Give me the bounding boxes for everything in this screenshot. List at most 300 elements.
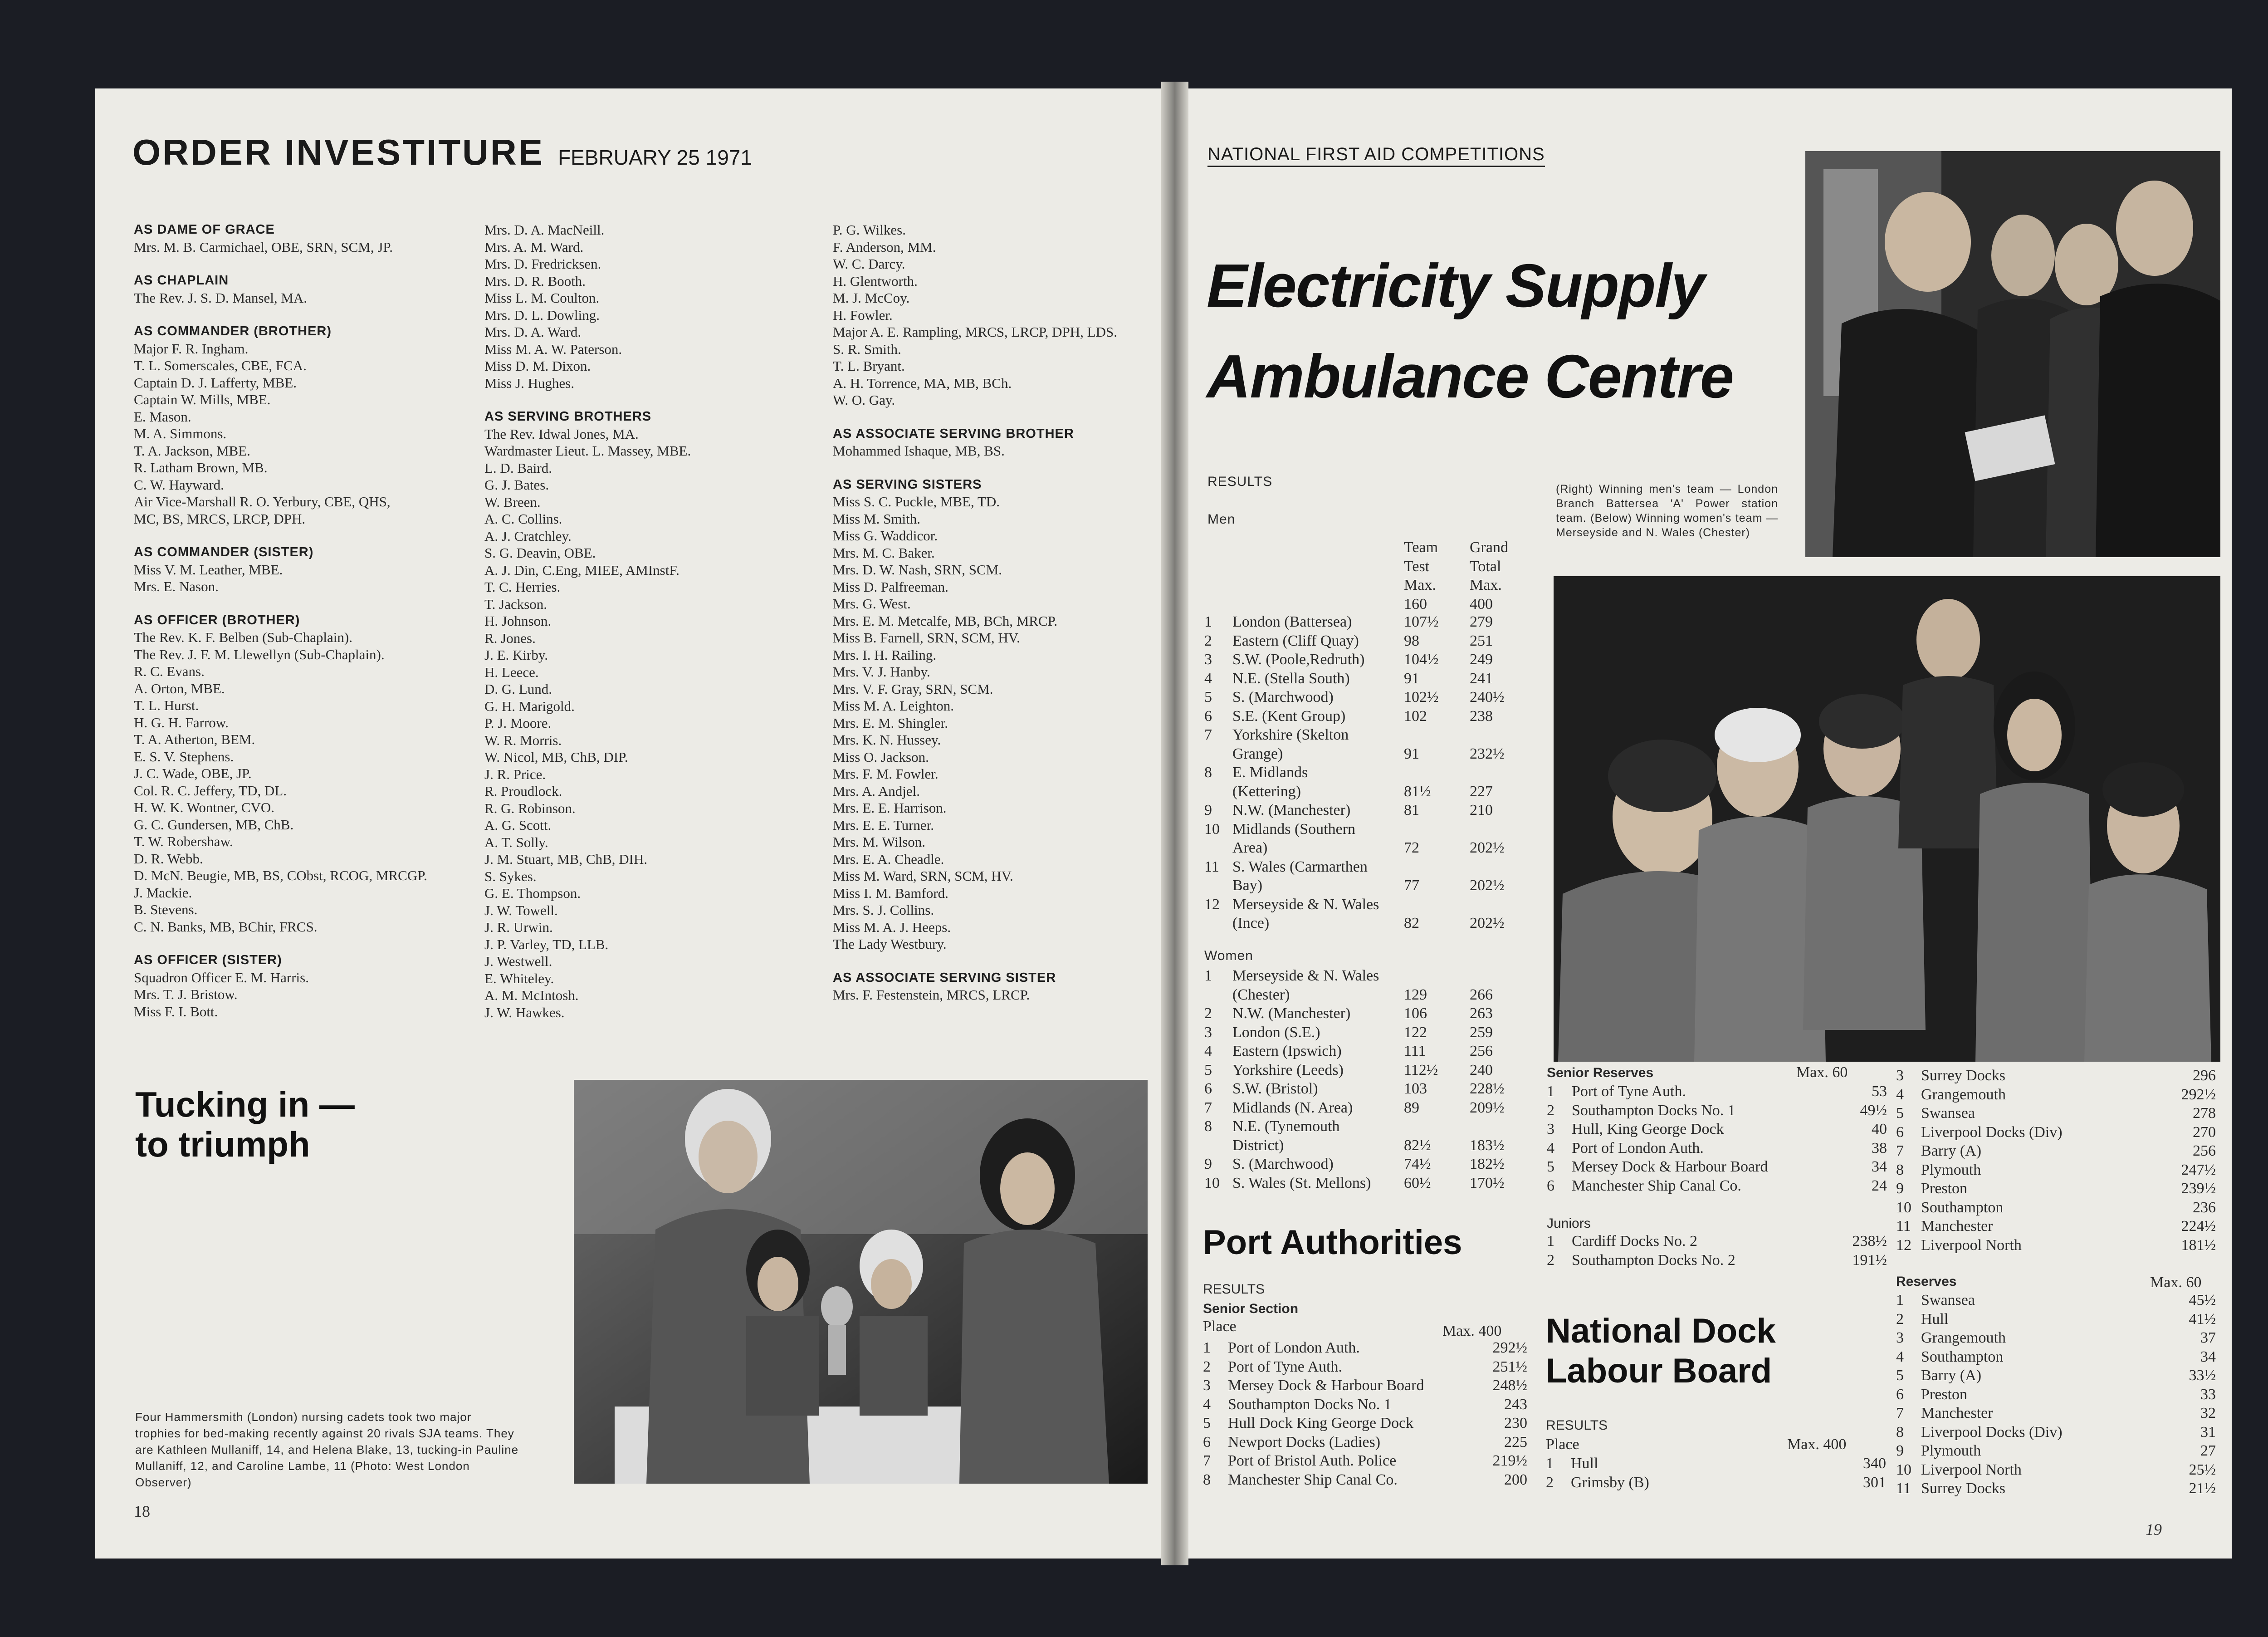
result-score: 236 [2193, 1199, 2216, 1216]
mens-team-photo [1805, 151, 2220, 557]
honour-name: Mrs. E. E. Harrison. [833, 800, 947, 816]
result-row [1896, 1348, 2216, 1367]
result-place: 7 [1204, 1099, 1212, 1116]
honour-name: Air Vice-Marshall R. O. Yerbury, CBE, QHS, [134, 494, 391, 510]
dock-max-label: Max. 400 [1787, 1436, 1847, 1453]
result-grand-total: 202½ [1470, 839, 1505, 856]
honour-name: W. R. Morris. [484, 732, 562, 748]
honour-name: Major F. R. Ingham. [134, 340, 249, 357]
result-team: Yorkshire (Leeds) [1232, 1061, 1344, 1078]
port-results-label: RESULTS [1203, 1282, 1265, 1297]
honour-name: E. S. V. Stephens. [134, 748, 234, 765]
result-team: Midlands (N. Area) [1232, 1099, 1353, 1116]
result-row [1896, 1179, 2216, 1198]
result-team: N.W. (Manchester) [1232, 802, 1351, 818]
honour-name: Mrs. M. Wilson. [833, 834, 926, 850]
honour-name: P. G. Wilkes. [833, 222, 906, 238]
honour-name: T. L. Bryant. [833, 358, 905, 374]
result-place: 7 [1896, 1142, 1904, 1159]
result-row [1546, 1454, 1886, 1473]
honour-name: A. G. Scott. [484, 817, 552, 833]
result-team: Grimsby (B) [1571, 1474, 1649, 1491]
honour-name: J. W. Hawkes. [484, 1004, 565, 1020]
result-place: 11 [1896, 1480, 1911, 1497]
result-score: 181½ [2181, 1236, 2216, 1254]
result-row [1204, 1004, 1505, 1023]
result-place: 12 [1204, 896, 1220, 913]
competitions-header: NATIONAL FIRST AID COMPETITIONS [1207, 144, 1545, 167]
result-place: 1 [1546, 1455, 1554, 1472]
result-score: 296 [2193, 1067, 2216, 1084]
result-team: Preston [1921, 1180, 1967, 1197]
result-grand-total: 210 [1470, 802, 1493, 818]
result-place: 4 [1896, 1086, 1904, 1103]
honour-name: H. Leece. [484, 664, 539, 680]
dock-results-table [1546, 1454, 1886, 1492]
result-row [1546, 1473, 1886, 1492]
result-team: Surrey Docks [1921, 1067, 2006, 1084]
result-place: 6 [1204, 707, 1212, 725]
honour-name: Mrs. D. L. Dowling. [484, 307, 600, 323]
honour-name: J. C. Wade, OBE, JP. [134, 765, 252, 781]
honour-name: Mrs. E. A. Cheadle. [833, 851, 944, 867]
result-place: 6 [1896, 1123, 1904, 1141]
result-row [1896, 1085, 2216, 1104]
honour-name: Mrs. T. J. Bristow. [134, 986, 238, 1002]
result-score: 27 [2200, 1442, 2216, 1459]
result-team: Hull [1571, 1455, 1598, 1472]
result-score: 340 [1863, 1455, 1886, 1472]
dock-board-title-line1: National Dock [1546, 1312, 1776, 1350]
result-place: 11 [1204, 858, 1219, 875]
result-place: 8 [1896, 1161, 1904, 1178]
result-place: 2 [1896, 1310, 1904, 1328]
result-grand-total: 209½ [1470, 1099, 1505, 1116]
honour-name: G. E. Thompson. [484, 885, 581, 901]
result-score: 219½ [1492, 1452, 1527, 1469]
result-row [1547, 1139, 1887, 1158]
result-place: 10 [1896, 1199, 1911, 1216]
honour-section [484, 408, 820, 1021]
result-row [1896, 1123, 2216, 1142]
result-team: Port of London Auth. [1228, 1339, 1360, 1356]
result-row [1203, 1470, 1527, 1490]
dock-results-label: RESULTS [1546, 1418, 1608, 1433]
result-test-score: 106 [1404, 1005, 1427, 1022]
result-row [1204, 745, 1505, 764]
result-row [1204, 1098, 1505, 1117]
result-team: Preston [1921, 1386, 1967, 1403]
honour-name: T. Jackson. [484, 596, 547, 612]
result-place: 12 [1896, 1236, 1911, 1254]
result-row [1204, 1174, 1505, 1193]
result-team: Liverpool Docks (Div) [1921, 1423, 2063, 1441]
honour-name: Miss M. Smith. [833, 510, 920, 527]
result-grand-total: 256 [1470, 1043, 1493, 1059]
result-place: 4 [1896, 1348, 1904, 1365]
result-score: 278 [2193, 1105, 2216, 1122]
honour-name: Mrs. D. W. Nash, SRN, SCM. [833, 562, 1002, 578]
juniors-table [1547, 1232, 1887, 1269]
result-place: 3 [1896, 1329, 1904, 1346]
honour-heading: AS COMMANDER (BROTHER) [134, 324, 332, 338]
honour-name: Mrs. I. H. Railing. [833, 647, 937, 663]
result-team: Mersey Dock & Harbour Board [1572, 1158, 1768, 1175]
result-team: Plymouth [1921, 1442, 1981, 1459]
result-row [1547, 1232, 1887, 1251]
header-spacer [1204, 557, 1404, 576]
esac-headline [1207, 240, 1733, 422]
result-grand-total: 227 [1470, 783, 1493, 800]
result-test-score [1404, 763, 1470, 782]
result-grand-total [1470, 763, 1505, 782]
reserves-table [1896, 1291, 2216, 1498]
senior-section-label: Senior Section [1203, 1301, 1299, 1316]
result-row [1204, 914, 1505, 933]
honour-name: Mrs. E. Nason. [134, 578, 219, 594]
honour-heading: AS OFFICER (BROTHER) [134, 613, 300, 627]
result-team: Southampton [1921, 1199, 2004, 1216]
honour-heading: AS CHAPLAIN [134, 273, 229, 288]
header-spacer [1204, 538, 1404, 557]
result-place: 6 [1547, 1177, 1554, 1194]
honour-name: R. Jones. [484, 630, 536, 646]
honour-name: Miss M. A. W. Paterson. [484, 341, 622, 357]
honour-name: J. W. Towell. [484, 902, 558, 918]
result-team: London (Battersea) [1232, 613, 1352, 630]
header-spacer [1204, 595, 1404, 614]
result-place: 1 [1547, 1233, 1554, 1250]
result-place: 1 [1896, 1292, 1904, 1309]
result-place: 9 [1204, 1156, 1212, 1172]
result-score: 230 [1504, 1415, 1527, 1431]
result-test-score: 77 [1404, 877, 1419, 894]
result-team: Port of Bristol Auth. Police [1228, 1452, 1397, 1469]
honour-name: Mrs. E. M. Shingler. [833, 715, 948, 731]
investiture-date: FEBRUARY 25 1971 [558, 146, 752, 169]
result-team: S. (Marchwood) [1232, 1156, 1334, 1172]
result-score: 32 [2200, 1405, 2216, 1421]
senior-reserves-max: Max. 60 [1796, 1064, 1848, 1081]
honour-name: P. J. Moore. [484, 715, 552, 731]
result-team: Bay) [1232, 877, 1263, 894]
result-row [1204, 632, 1505, 651]
result-row [1547, 1176, 1887, 1196]
header-cell: Max. [1404, 577, 1436, 593]
result-team: Hull Dock King George Dock [1228, 1415, 1414, 1431]
honour-name: Mrs. D. A. Ward. [484, 324, 582, 340]
investiture-title: ORDER INVESTITURE [132, 132, 545, 172]
result-team: Newport Docks (Ladies) [1228, 1433, 1381, 1451]
result-test-score: 102 [1404, 707, 1427, 725]
result-test-score: 74½ [1404, 1156, 1431, 1172]
honour-name: Wardmaster Lieut. L. Massey, MBE. [484, 443, 691, 459]
result-place: 5 [1547, 1158, 1554, 1175]
honour-name: Miss B. Farnell, SRN, SCM, HV. [833, 630, 1020, 646]
result-place: 7 [1896, 1405, 1904, 1421]
result-grand-total: 202½ [1470, 915, 1505, 931]
result-place: 2 [1547, 1102, 1554, 1119]
investiture-column-2 [484, 221, 820, 1038]
result-test-score: 72 [1404, 839, 1419, 856]
honour-name: T. W. Robershaw. [134, 833, 233, 849]
result-grand-total [1470, 820, 1505, 839]
result-place: 4 [1204, 1043, 1212, 1059]
result-score: 224½ [2181, 1218, 2216, 1235]
tucking-headline-line2: to triumph [135, 1124, 310, 1164]
result-row [1204, 820, 1505, 839]
honour-section [833, 221, 1168, 409]
honour-name: J. Westwell. [484, 953, 552, 969]
result-team: S. Wales (Carmarthen [1232, 858, 1368, 875]
result-team: Cardiff Docks No. 2 [1572, 1233, 1697, 1250]
result-row [1547, 1251, 1887, 1270]
result-place: 5 [1203, 1415, 1211, 1431]
result-score: 31 [2200, 1423, 2216, 1441]
result-place: 1 [1204, 967, 1212, 984]
result-test-score: 103 [1404, 1080, 1427, 1097]
senior-reserves-table [1547, 1082, 1887, 1195]
result-team: Southampton Docks No. 1 [1228, 1396, 1392, 1413]
honour-heading: AS OFFICER (SISTER) [134, 953, 282, 967]
honour-name: A. M. McIntosh. [484, 987, 579, 1003]
honour-name: T. C. Herries. [484, 579, 561, 595]
result-row [1204, 966, 1505, 985]
result-team: Manchester [1921, 1218, 1993, 1235]
honour-name: The Rev. K. F. Belben (Sub-Chaplain). [134, 629, 352, 645]
honour-name: Mrs. G. West. [833, 596, 911, 612]
header-cell: Max. [1470, 577, 1502, 593]
result-place: 2 [1203, 1358, 1211, 1375]
result-place [1204, 985, 1232, 1005]
result-place: 9 [1896, 1180, 1904, 1197]
result-score: 21½ [2189, 1480, 2216, 1497]
result-test-score [1404, 966, 1470, 985]
result-place: 6 [1204, 1080, 1212, 1097]
result-place [1204, 914, 1232, 933]
result-row [1547, 1157, 1887, 1176]
result-team: Manchester Ship Canal Co. [1228, 1471, 1398, 1488]
result-score: 256 [2193, 1142, 2216, 1159]
honour-name: H. G. H. Farrow. [134, 714, 229, 730]
honour-name: Miss D. Palfreeman. [833, 578, 948, 595]
header-cell: Test [1404, 558, 1430, 575]
result-place: 8 [1896, 1423, 1904, 1441]
result-place: 3 [1203, 1377, 1211, 1394]
result-test-score: 98 [1404, 632, 1419, 649]
honour-heading: AS ASSOCIATE SERVING BROTHER [833, 426, 1074, 441]
port-max-label: Max. 400 [1442, 1323, 1502, 1339]
result-score: 41½ [2189, 1310, 2216, 1328]
men-results-table [1204, 613, 1505, 933]
result-row [1204, 1023, 1505, 1042]
header-row [1204, 595, 1508, 614]
result-row [1896, 1441, 2216, 1461]
result-place: 10 [1896, 1461, 1911, 1478]
result-test-score: 82½ [1404, 1137, 1431, 1154]
result-row [1203, 1358, 1527, 1377]
honour-name: The Rev. J. F. M. Llewellyn (Sub-Chaplain). [134, 646, 385, 662]
honour-name: Mrs. A. M. Ward. [484, 239, 584, 255]
result-score: 301 [1863, 1474, 1886, 1491]
result-grand-total [1470, 895, 1505, 914]
result-team: Grangemouth [1921, 1086, 2006, 1103]
result-team: Eastern (Cliff Quay) [1232, 632, 1359, 649]
result-team: Hull, King George Dock [1572, 1121, 1724, 1137]
result-row [1204, 895, 1505, 914]
result-test-score: 81 [1404, 802, 1419, 818]
header-row [1204, 557, 1508, 576]
result-row [1204, 1042, 1505, 1061]
esac-headline-line2: Ambulance Centre [1207, 342, 1733, 411]
header-cell: 160 [1404, 595, 1427, 613]
results-label: RESULTS [1207, 474, 1273, 489]
header-row [1204, 538, 1508, 557]
result-place: 6 [1896, 1386, 1904, 1403]
reserves-max: Max. 60 [2150, 1274, 2202, 1291]
result-test-score: 129 [1404, 986, 1427, 1003]
result-row [1204, 1061, 1505, 1080]
honour-name: G. H. Marigold. [484, 698, 575, 714]
honour-heading: AS COMMANDER (SISTER) [134, 545, 314, 559]
dock-board-title-line2: Labour Board [1546, 1352, 1772, 1390]
result-team: Swansea [1921, 1105, 1975, 1122]
result-row [1204, 688, 1505, 707]
result-grand-total: 259 [1470, 1024, 1493, 1041]
honour-heading: AS ASSOCIATE SERVING SISTER [833, 970, 1056, 985]
honour-name: Col. R. C. Jeffery, TD, DL. [134, 782, 287, 799]
women-results-table [1204, 966, 1505, 1192]
honour-name: W. O. Gay. [833, 392, 895, 408]
result-row [1204, 613, 1505, 632]
result-score: 53 [1872, 1083, 1887, 1100]
result-team: London (S.E.) [1232, 1024, 1320, 1041]
result-team: District) [1232, 1137, 1284, 1154]
result-place: 10 [1204, 820, 1220, 838]
result-team: Liverpool Docks (Div) [1921, 1123, 2063, 1141]
honour-name: J. R. Price. [484, 766, 546, 782]
result-test-score: 122 [1404, 1024, 1427, 1041]
result-grand-total: 228½ [1470, 1080, 1505, 1097]
result-row [1203, 1376, 1527, 1395]
result-grand-total: 170½ [1470, 1174, 1505, 1191]
honour-heading: AS DAME OF GRACE [134, 222, 275, 237]
result-place: 5 [1896, 1367, 1904, 1384]
result-score: 270 [2193, 1123, 2216, 1141]
result-place [1204, 745, 1232, 764]
honour-section [134, 323, 469, 527]
honour-name: Mrs. D. Fredricksen. [484, 256, 601, 272]
result-team: Yorkshire (Skelton [1232, 726, 1349, 743]
result-row [1896, 1142, 2216, 1161]
honour-name: E. Mason. [134, 408, 191, 425]
result-place: 2 [1547, 1251, 1554, 1269]
result-row [1204, 985, 1505, 1005]
honour-name: S. R. Smith. [833, 341, 901, 357]
honour-name: Mrs. E. M. Metcalfe, MB, BCh, MRCP. [833, 613, 1058, 629]
result-team: (Ince) [1232, 915, 1270, 931]
result-team: Port of Tyne Auth. [1572, 1083, 1686, 1100]
honour-name: R. Proudlock. [484, 783, 562, 799]
result-team: E. Midlands [1232, 764, 1308, 781]
result-place [1204, 1136, 1232, 1155]
result-row [1204, 1117, 1505, 1136]
result-test-score: 104½ [1404, 651, 1439, 668]
honour-name: T. A. Jackson, MBE. [134, 442, 250, 459]
honour-name: D. R. Webb. [134, 850, 203, 867]
result-score: 247½ [2181, 1161, 2216, 1178]
result-row [1204, 876, 1505, 895]
result-place: 8 [1204, 1118, 1212, 1135]
result-place: 8 [1204, 764, 1212, 781]
honour-heading: AS SERVING BROTHERS [484, 409, 652, 424]
juniors-label: Juniors [1547, 1216, 1591, 1231]
honour-name: Mrs. D. A. MacNeill. [484, 222, 605, 238]
honour-name: D. McN. Beugie, MB, BS, CObst, RCOG, MRCGP. [134, 868, 427, 883]
result-team: Mersey Dock & Harbour Board [1228, 1377, 1424, 1394]
result-place [1204, 838, 1232, 858]
result-row [1896, 1404, 2216, 1423]
honour-name: Mrs. F. M. Fowler. [833, 766, 938, 782]
result-place: 1 [1547, 1083, 1554, 1100]
result-score: 225 [1504, 1433, 1527, 1451]
port-authorities-title: Port Authorities [1203, 1223, 1462, 1262]
result-team: S. Wales (St. Mellons) [1232, 1174, 1371, 1191]
honour-name: H. Fowler. [833, 307, 893, 323]
honour-name: Miss M. A. J. Heeps. [833, 919, 951, 935]
result-place: 5 [1896, 1105, 1904, 1122]
honour-name: E. Whiteley. [484, 970, 554, 986]
honour-name: R. C. Evans. [134, 663, 205, 679]
result-team: N.W. (Manchester) [1232, 1005, 1351, 1022]
result-row [1204, 763, 1505, 782]
result-grand-total: 266 [1470, 986, 1493, 1003]
result-place: 5 [1204, 1061, 1212, 1078]
result-row [1896, 1310, 2216, 1329]
result-grand-total: 251 [1470, 632, 1493, 649]
result-test-score [1404, 725, 1470, 745]
result-test-score [1404, 820, 1470, 839]
honour-name: Mrs. V. J. Hanby. [833, 664, 930, 680]
result-row [1896, 1423, 2216, 1442]
honour-name: M. A. Simmons. [134, 426, 227, 441]
result-place: 9 [1204, 802, 1212, 818]
honour-name: The Rev. J. S. D. Mansel, MA. [134, 289, 308, 306]
result-test-score: 81½ [1404, 783, 1431, 800]
honour-name: Miss J. Hughes. [484, 375, 575, 391]
honour-name: Captain W. Mills, MBE. [134, 392, 271, 407]
honour-name: W. Nicol, MB, ChB, DIP. [484, 749, 628, 765]
result-place: 4 [1203, 1396, 1211, 1413]
result-place: 7 [1204, 726, 1212, 743]
result-score: 243 [1504, 1396, 1527, 1413]
result-score: 191½ [1852, 1251, 1887, 1269]
result-place [1204, 876, 1232, 895]
result-test-score [1404, 1117, 1470, 1136]
tucking-caption: Four Hammersmith (London) nursing cadets took two major trophies for bed-making recently against 20 rivals SJA teams. They are Kathleen Mullaniff, 14, and Helena Blake, 13, tucking-in Pauline Mullaniff, 12, and Caroline Lambe, 11 (Photo: West London Observer) [135, 1410, 519, 1489]
result-row [1896, 1385, 2216, 1404]
result-team: Barry (A) [1921, 1142, 1982, 1159]
result-team: (Chester) [1232, 986, 1290, 1003]
honour-section [134, 272, 469, 306]
result-score: 38 [1872, 1139, 1887, 1157]
result-team: S. (Marchwood) [1232, 689, 1334, 706]
result-row [1204, 707, 1505, 726]
result-score: 34 [1872, 1158, 1887, 1175]
result-row [1896, 1479, 2216, 1498]
result-grand-total: 182½ [1470, 1156, 1505, 1172]
result-grand-total: 232½ [1470, 745, 1505, 762]
